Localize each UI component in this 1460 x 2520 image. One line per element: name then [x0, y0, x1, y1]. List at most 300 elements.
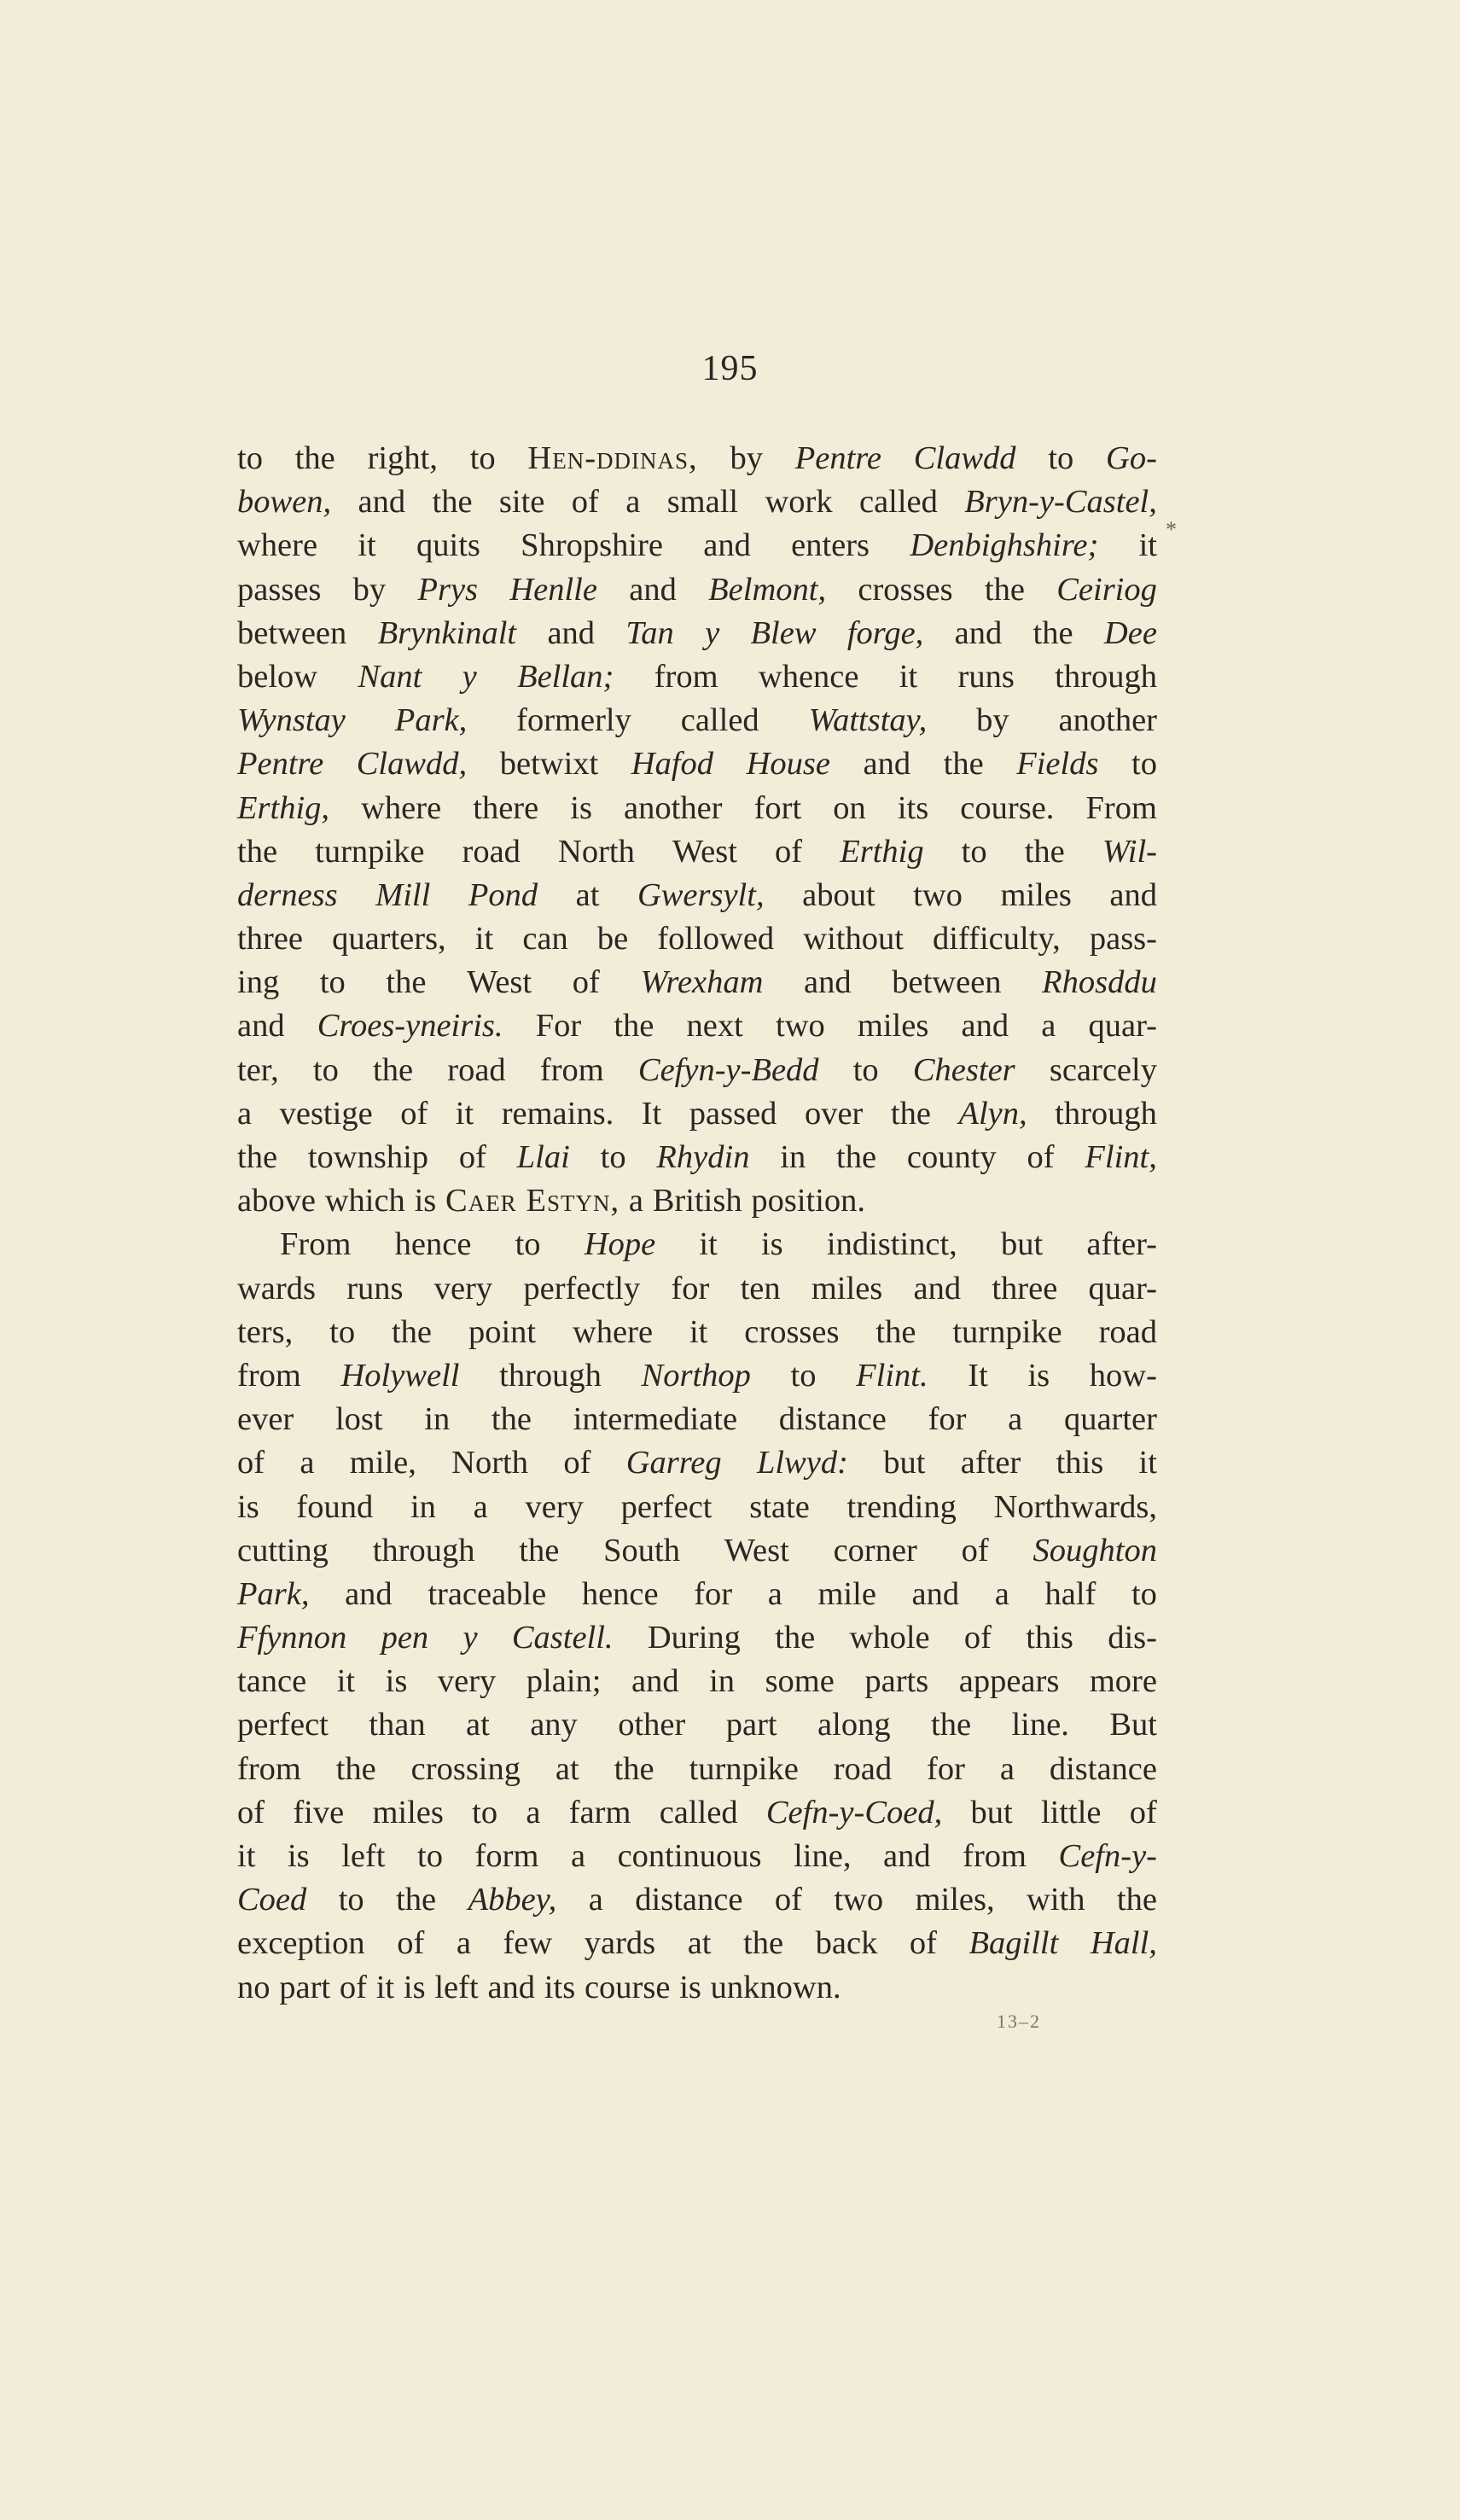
- word: and: [863, 746, 911, 783]
- word: very: [525, 1488, 584, 1525]
- word: the: [396, 1882, 437, 1918]
- word: West: [672, 833, 737, 870]
- word: Gwersylt,: [637, 876, 765, 913]
- word: miles: [1000, 876, 1072, 913]
- text-line: [237, 961, 1157, 1004]
- word: county: [906, 1139, 997, 1175]
- word: Denbighshire;: [910, 527, 1099, 564]
- word: mile,: [349, 1445, 416, 1481]
- word: ever: [237, 1401, 294, 1438]
- word: from: [237, 1750, 301, 1787]
- word: it: [237, 1838, 256, 1874]
- word: crosses: [858, 571, 953, 608]
- word: to: [1048, 440, 1074, 476]
- word: and: [883, 1838, 931, 1874]
- word: It: [968, 1357, 988, 1394]
- text-line: [237, 1267, 1157, 1311]
- text-line: [237, 1223, 1157, 1266]
- word: position.: [751, 1183, 866, 1219]
- word: how-: [1089, 1357, 1157, 1394]
- word: but: [883, 1445, 926, 1481]
- word: course: [584, 1969, 671, 2005]
- word: betwixt: [499, 746, 599, 783]
- word: quar-: [1088, 1008, 1157, 1045]
- word: is: [385, 1663, 408, 1700]
- word: more: [1089, 1663, 1157, 1700]
- word: Hen-ddinas,: [527, 440, 698, 476]
- text-line: [237, 742, 1157, 786]
- word: of: [237, 1445, 265, 1481]
- word: left: [434, 1969, 479, 2005]
- word: whole: [849, 1620, 930, 1656]
- word: perfect: [620, 1488, 713, 1525]
- word: and: [954, 614, 1003, 651]
- word: Brynkinalt: [377, 614, 517, 651]
- word: it: [474, 921, 494, 957]
- word: small: [666, 484, 739, 521]
- word: where: [573, 1313, 654, 1350]
- word: very: [433, 1270, 493, 1307]
- word: line.: [1011, 1707, 1069, 1743]
- word: it: [689, 1313, 708, 1350]
- word: a: [237, 1095, 253, 1132]
- word: and: [358, 484, 406, 521]
- page-number: 195: [701, 349, 759, 388]
- word: Wrexham: [640, 964, 764, 1001]
- word: trending: [846, 1488, 957, 1525]
- text-line: [237, 1441, 1157, 1485]
- margin-mark: *: [1166, 517, 1177, 542]
- word: part: [279, 1969, 331, 2005]
- word: the: [836, 1139, 877, 1175]
- word: no: [237, 1969, 270, 2005]
- word: form: [474, 1838, 539, 1874]
- word: its: [544, 1969, 576, 2005]
- word: from: [654, 658, 718, 695]
- word: this: [1026, 1620, 1073, 1656]
- word: lost: [334, 1401, 383, 1438]
- word: mile: [817, 1575, 876, 1612]
- word: it: [899, 658, 918, 695]
- word: y: [462, 658, 477, 695]
- word: than: [369, 1707, 426, 1743]
- word: line,: [794, 1838, 852, 1874]
- word: a: [570, 1838, 586, 1874]
- word: Flint,: [1085, 1139, 1157, 1175]
- word: to: [417, 1838, 443, 1874]
- word: vestige: [279, 1095, 373, 1132]
- word: Northop: [641, 1357, 751, 1394]
- word: for: [927, 1750, 965, 1787]
- word: of: [1129, 1794, 1157, 1830]
- word: some: [765, 1663, 835, 1700]
- word: and: [631, 1663, 679, 1700]
- text-line: [237, 1703, 1157, 1747]
- word: pass-: [1089, 921, 1157, 957]
- word: it: [1138, 527, 1157, 564]
- word: hence: [581, 1575, 659, 1612]
- word: the: [775, 1620, 816, 1656]
- word: to: [469, 440, 496, 476]
- text-line: [237, 787, 1157, 830]
- word: Coed: [237, 1882, 307, 1918]
- word: Clawdd: [913, 440, 1016, 476]
- text-line: [237, 1878, 1157, 1922]
- word: to: [472, 1794, 498, 1830]
- word: Tan: [625, 614, 674, 651]
- word: runs: [957, 658, 1015, 695]
- word: miles,: [915, 1882, 995, 1918]
- word: the: [335, 1750, 376, 1787]
- word: another: [624, 789, 723, 826]
- word: hence: [394, 1226, 472, 1263]
- text-line: [237, 874, 1157, 917]
- word: to: [329, 1313, 356, 1350]
- word: a: [1041, 1008, 1056, 1045]
- word: a: [456, 1925, 471, 1962]
- word: Northwards,: [993, 1488, 1157, 1525]
- word: a: [999, 1750, 1015, 1787]
- word: turnpike: [952, 1313, 1062, 1350]
- word: Hafod: [631, 746, 714, 783]
- word: Cefn-y-: [1058, 1838, 1157, 1874]
- word: Prys: [417, 571, 479, 608]
- word: perfectly: [523, 1270, 641, 1307]
- word: found: [296, 1488, 374, 1525]
- text-line: [237, 917, 1157, 961]
- text-line: [237, 612, 1157, 655]
- word: of: [1027, 1139, 1055, 1175]
- word: Blew: [750, 614, 817, 651]
- word: and: [911, 1575, 960, 1612]
- word: West: [724, 1532, 789, 1568]
- word: Flint.: [856, 1357, 928, 1394]
- word: where: [361, 789, 442, 826]
- word: five: [293, 1794, 345, 1830]
- word: the: [386, 964, 427, 1001]
- word: a: [588, 1882, 603, 1918]
- word: is: [237, 1488, 259, 1525]
- word: state: [749, 1488, 810, 1525]
- word: and: [703, 527, 751, 564]
- word: the: [614, 1750, 654, 1787]
- word: three: [237, 921, 303, 957]
- word: Hall,: [1090, 1925, 1157, 1962]
- word: fort: [753, 789, 802, 826]
- word: to: [319, 964, 346, 1001]
- word: distance: [778, 1401, 887, 1438]
- word: miles: [372, 1794, 444, 1830]
- text-line: [237, 1049, 1157, 1092]
- text-line: [237, 1354, 1157, 1398]
- word: Chester: [912, 1051, 1015, 1088]
- word: During: [647, 1620, 741, 1656]
- word: Wattstay,: [808, 702, 928, 739]
- word: and: [913, 1270, 962, 1307]
- word: Ceiriog: [1056, 571, 1157, 608]
- word: the: [491, 1401, 532, 1438]
- word: ten: [740, 1270, 781, 1307]
- word: cutting: [237, 1532, 329, 1568]
- word: the: [943, 746, 984, 783]
- word: Castell.: [511, 1620, 614, 1656]
- word: and: [629, 571, 677, 608]
- word: tance: [237, 1663, 307, 1700]
- word: yards: [584, 1925, 656, 1962]
- text-line: [237, 1486, 1157, 1529]
- body-text: [237, 437, 1157, 2010]
- word: few: [503, 1925, 553, 1962]
- word: to: [1131, 1575, 1157, 1612]
- word: Rhydin: [656, 1139, 750, 1175]
- word: ters,: [237, 1313, 294, 1350]
- word: passes: [237, 571, 322, 608]
- word: to: [515, 1226, 541, 1263]
- word: a: [625, 484, 641, 521]
- word: Cefn-y-Coed,: [765, 1794, 943, 1830]
- text-line: [237, 1966, 1157, 2010]
- word: dis-: [1108, 1620, 1157, 1656]
- word: point: [468, 1313, 537, 1350]
- text-line: [237, 830, 1157, 874]
- word: can: [522, 921, 568, 957]
- word: Llwyd:: [756, 1445, 848, 1481]
- word: the: [743, 1925, 784, 1962]
- word: be: [596, 921, 629, 957]
- word: Holywell: [340, 1357, 460, 1394]
- word: North: [558, 833, 635, 870]
- word: a: [300, 1445, 315, 1481]
- word: called: [680, 702, 759, 739]
- word: Wil-: [1102, 833, 1157, 870]
- word: is: [679, 1969, 701, 2005]
- word: the: [391, 1313, 433, 1350]
- text-line: [237, 1835, 1157, 1878]
- word: Alyn,: [958, 1095, 1027, 1132]
- word: a: [473, 1488, 488, 1525]
- word: Caer: [445, 1183, 517, 1219]
- word: West: [467, 964, 532, 1001]
- word: of: [400, 1095, 428, 1132]
- word: along: [817, 1707, 891, 1743]
- word: road: [447, 1051, 506, 1088]
- word: of: [571, 484, 599, 521]
- text-line: [237, 480, 1157, 524]
- word: two: [776, 1008, 825, 1045]
- word: enters: [791, 527, 870, 564]
- word: Wynstay: [237, 702, 346, 739]
- word: is: [760, 1226, 783, 1263]
- word: and: [547, 614, 596, 651]
- word: where: [237, 527, 318, 564]
- word: Hope: [584, 1226, 656, 1263]
- word: unknown.: [710, 1969, 841, 2005]
- word: from: [237, 1357, 301, 1394]
- word: Belmont,: [708, 571, 827, 608]
- word: left: [341, 1838, 386, 1874]
- word: above: [237, 1183, 316, 1219]
- word: corner: [833, 1532, 917, 1568]
- word: the: [1032, 614, 1073, 651]
- word: between: [892, 964, 1002, 1001]
- word: Park,: [237, 1575, 310, 1612]
- word: quits: [416, 527, 480, 564]
- text-line: [237, 1922, 1157, 1965]
- word: but: [970, 1794, 1013, 1830]
- word: miles: [857, 1008, 929, 1045]
- text-line: [237, 1791, 1157, 1835]
- word: distance: [1049, 1750, 1157, 1787]
- word: plain;: [526, 1663, 602, 1700]
- word: intermediate: [573, 1401, 738, 1438]
- word: for: [928, 1401, 967, 1438]
- word: other: [618, 1707, 686, 1743]
- word: without: [803, 921, 904, 957]
- word: over: [804, 1095, 864, 1132]
- word: of: [774, 1882, 802, 1918]
- word: it: [1138, 1445, 1157, 1481]
- text-line: [237, 1179, 1157, 1223]
- word: wards: [237, 1270, 316, 1307]
- word: From: [1085, 789, 1157, 826]
- text-line: [237, 524, 1157, 567]
- word: and: [804, 964, 852, 1001]
- word: appears: [958, 1663, 1060, 1700]
- word: two: [834, 1882, 884, 1918]
- word: of: [458, 1139, 486, 1175]
- word: followed: [657, 921, 775, 957]
- word: is: [570, 789, 592, 826]
- word: between: [237, 614, 347, 651]
- word: it: [699, 1226, 718, 1263]
- word: Ffynnon: [237, 1620, 347, 1656]
- word: and: [237, 1008, 285, 1045]
- text-line: [237, 1004, 1157, 1048]
- word: farm: [568, 1794, 631, 1830]
- word: House: [746, 746, 830, 783]
- word: at: [466, 1707, 490, 1743]
- word: after: [960, 1445, 1021, 1481]
- word: called: [858, 484, 938, 521]
- word: to: [312, 1051, 339, 1088]
- word: from: [963, 1838, 1027, 1874]
- word: half: [1044, 1575, 1096, 1612]
- word: formerly: [516, 702, 631, 739]
- word: pen: [381, 1620, 429, 1656]
- word: ter,: [237, 1051, 279, 1088]
- word: of: [563, 1445, 591, 1481]
- word: it: [375, 1969, 395, 2005]
- word: for: [694, 1575, 733, 1612]
- word: forge,: [846, 614, 924, 651]
- word: indistinct,: [826, 1226, 957, 1263]
- word: very: [437, 1663, 497, 1700]
- word: Henlle: [509, 571, 597, 608]
- word: of: [963, 1620, 992, 1656]
- word: derness: [237, 876, 338, 913]
- word: Nant: [358, 658, 422, 695]
- text-line: [237, 1573, 1157, 1616]
- word: of: [339, 1969, 367, 2005]
- word: But: [1109, 1707, 1157, 1743]
- word: Pentre: [794, 440, 881, 476]
- word: of: [775, 833, 803, 870]
- word: quarters,: [332, 921, 446, 957]
- word: little: [1040, 1794, 1102, 1830]
- word: to: [338, 1882, 364, 1918]
- word: quarter: [1063, 1401, 1157, 1438]
- word: North: [451, 1445, 528, 1481]
- word: the: [237, 833, 278, 870]
- text-line: [237, 1092, 1157, 1136]
- word: for: [671, 1270, 710, 1307]
- word: there: [473, 789, 539, 826]
- word: is: [1027, 1357, 1050, 1394]
- word: to: [237, 440, 263, 476]
- word: in: [410, 1488, 436, 1525]
- word: Rhosddu: [1042, 964, 1157, 1001]
- word: Abbey,: [468, 1882, 557, 1918]
- word: Croes-yneiris.: [317, 1008, 503, 1045]
- word: continuous: [617, 1838, 762, 1874]
- word: traceable: [428, 1575, 547, 1612]
- word: Bagillt: [968, 1925, 1059, 1962]
- word: road: [1098, 1313, 1157, 1350]
- word: is: [403, 1969, 426, 2005]
- word: it: [455, 1095, 474, 1132]
- word: and: [487, 1969, 536, 2005]
- word: Garreg: [625, 1445, 722, 1481]
- word: and: [345, 1575, 393, 1612]
- word: is: [414, 1183, 437, 1219]
- text-line: [237, 1311, 1157, 1354]
- word: parts: [864, 1663, 929, 1700]
- word: its: [897, 789, 929, 826]
- word: turnpike: [689, 1750, 799, 1787]
- word: passed: [689, 1095, 777, 1132]
- word: bowen,: [237, 484, 332, 521]
- word: about: [802, 876, 875, 913]
- word: to: [600, 1139, 626, 1175]
- word: by: [352, 571, 387, 608]
- word: Fields: [1016, 746, 1099, 783]
- word: at: [555, 1750, 579, 1787]
- word: and: [961, 1008, 1009, 1045]
- word: site: [498, 484, 545, 521]
- word: through: [372, 1532, 475, 1568]
- text-line: [237, 699, 1157, 742]
- word: crosses: [744, 1313, 840, 1350]
- word: scarcely: [1049, 1051, 1157, 1088]
- word: Erthig: [840, 833, 924, 870]
- word: a: [526, 1794, 541, 1830]
- word: a: [767, 1575, 782, 1612]
- word: distance: [635, 1882, 743, 1918]
- word: course.: [960, 789, 1055, 826]
- word: through: [1055, 1095, 1157, 1132]
- word: a: [1008, 1401, 1023, 1438]
- word: part: [725, 1707, 777, 1743]
- word: Erthig,: [237, 789, 330, 826]
- word: the: [614, 1008, 654, 1045]
- word: to: [790, 1357, 817, 1394]
- signature-mark: 13–2: [997, 2011, 1041, 2032]
- word: through: [1055, 658, 1157, 695]
- text-line: [237, 655, 1157, 699]
- word: by: [976, 702, 1009, 739]
- word: after-: [1086, 1226, 1157, 1263]
- word: runs: [346, 1270, 404, 1307]
